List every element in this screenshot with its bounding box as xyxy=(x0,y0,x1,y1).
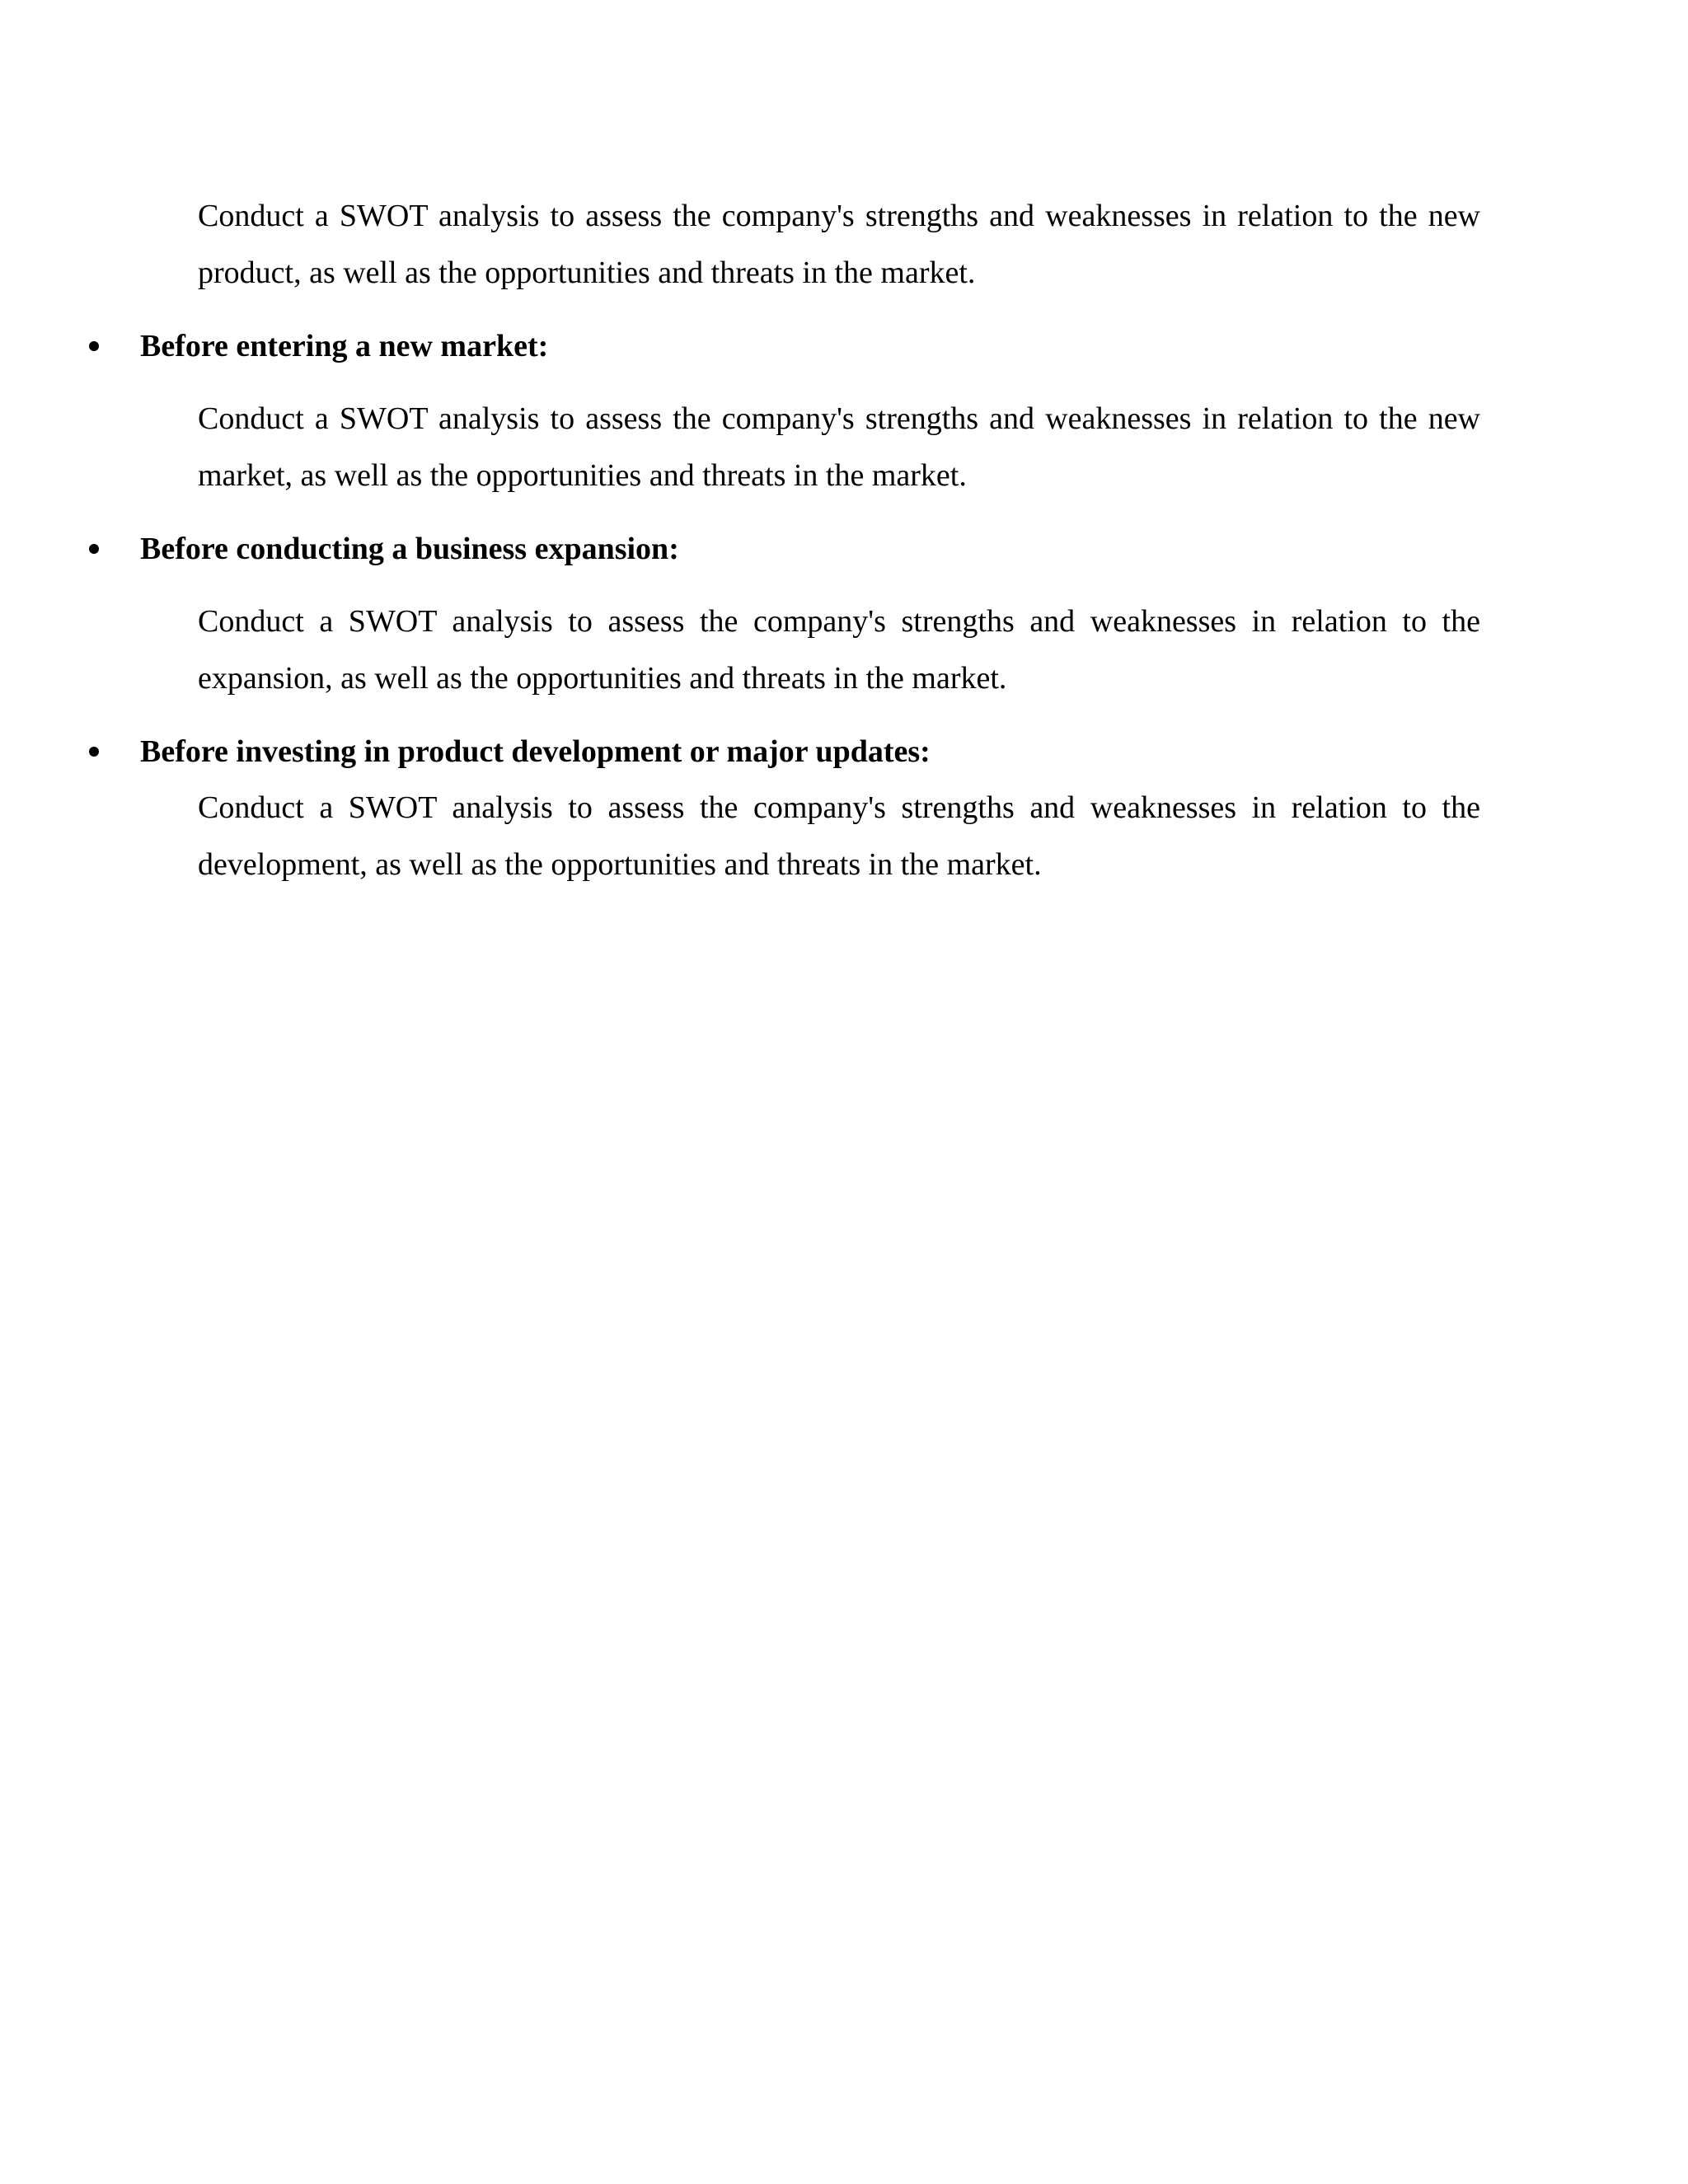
bullet-item-business-expansion xyxy=(79,528,679,569)
bullet-icon xyxy=(79,528,140,569)
bullet-heading: Before entering a new market: xyxy=(140,329,549,363)
bullet-icon xyxy=(79,326,140,367)
bullet-paragraph: Conduct a SWOT analysis to assess the company's strengths and weaknesses in relation to the new market, as well as the opportunities and threats in the market. xyxy=(198,401,1480,493)
bullet-paragraph: Conduct a SWOT analysis to assess the company's strengths and weaknesses in relation to the expansion, as well as the opportunities and threats in the market. xyxy=(198,604,1480,696)
bullet-heading: Before investing in product development or major updates: xyxy=(140,734,931,769)
bullet-paragraph: Conduct a SWOT analysis to assess the company's strengths and weaknesses in relation to the development, as well as the opportunities and threats in the market. xyxy=(198,790,1480,882)
intro-paragraph: Conduct a SWOT analysis to assess the company's strengths and weaknesses in relation to the new product, as well as the opportunities and threats in the market. xyxy=(198,199,1480,290)
bullet-heading: Before conducting a business expansion: xyxy=(140,532,679,566)
bullet-icon xyxy=(79,731,140,772)
bullet-item-new-market xyxy=(79,326,548,367)
bullet-item-product-development xyxy=(79,731,931,772)
